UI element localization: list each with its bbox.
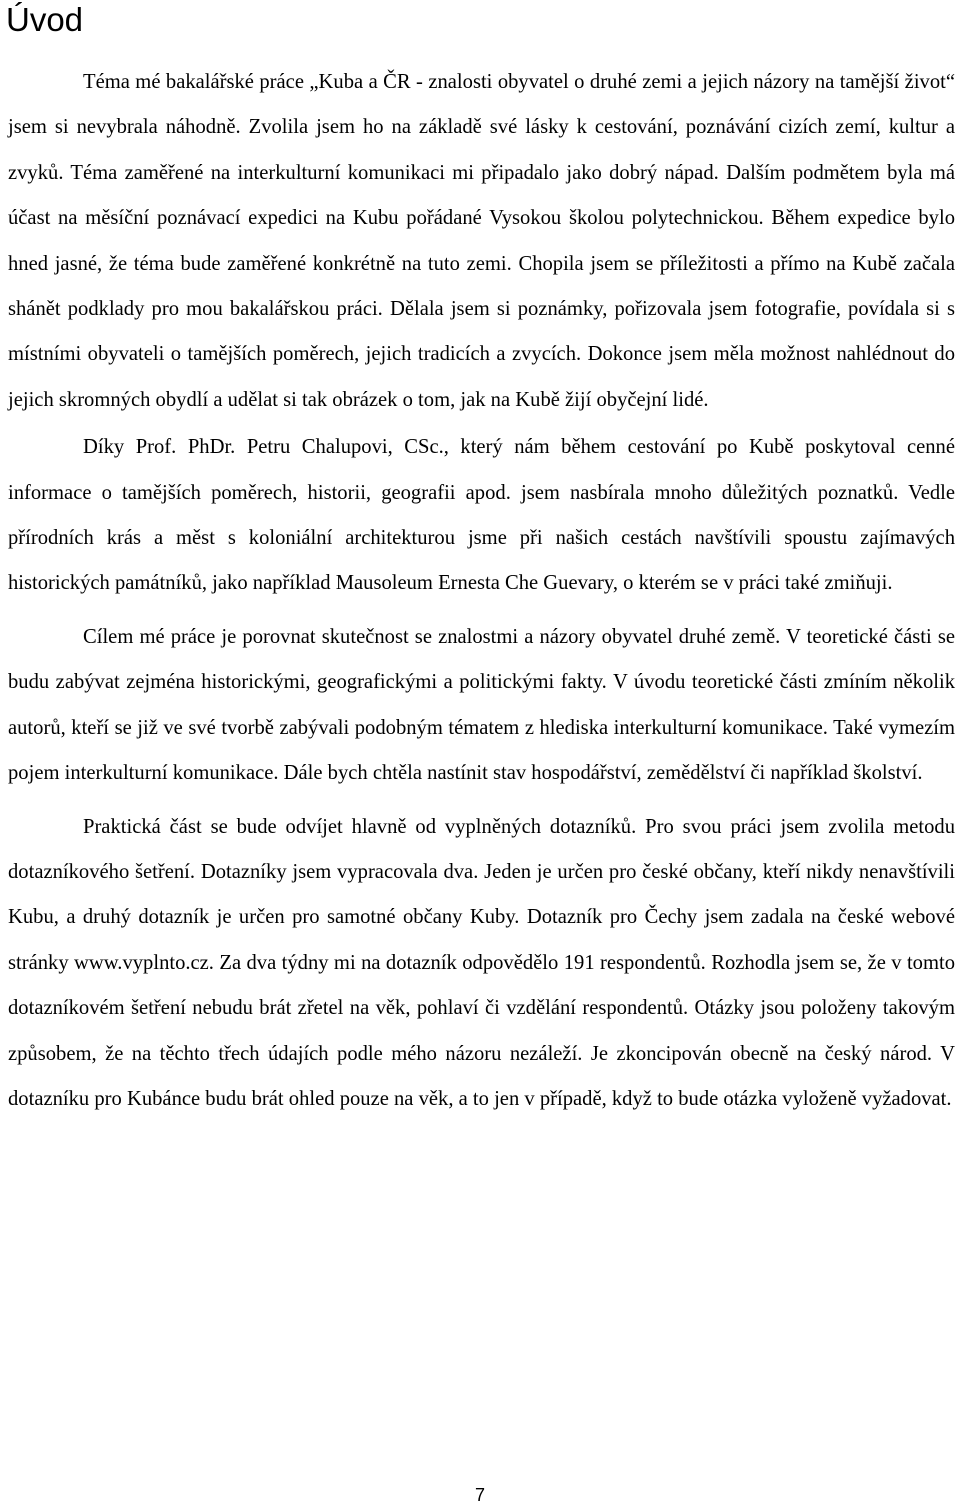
paragraph-intro: Téma mé bakalářské práce „Kuba a ČR - znalosti obyvatel o druhé zemi a jejich názory na tamější život“ jsem si nevybrala náhodně. Zvolila jsem ho na základě své lásky k cestování, poznávání cizích zemí, kultur a zvyků. Téma zaměřené na interkulturní komunikaci mi připadalo jako dobrý nápad. Dalším podmětem byla má účast na měsíční poznávací expedici na Kubu pořádané Vysokou školou polytechnickou. Během expedice bylo hned jasné, že téma bude zaměřené konkrétně na tuto zemi. Chopila jsem se příležitosti a přímo na Kubě začala shánět podklady pro mou bakalářskou práci. Dělala jsem si poznámky, pořizovala jsem fotografie, povídala si s místními obyvateli o tamějších poměrech, jejich tradicích a zvycích. Dokonce jsem měla možnost nahlédnout do jejich skromných obydlí a udělat si tak obrázek o tom, jak na Kubě žijí obyčejní lidé. — [8, 71, 955, 411]
page-number: 7 — [474, 1485, 485, 1505]
paragraph-practical-part: Praktická část se bude odvíjet hlavně od vyplněných dotazníků. Pro svou práci jsem zvolila metodu dotazníkového šetření. Dotazníky jsem vypracovala dva. Jeden je určen pro české občany, kteří nikdy nenavštívili Kubu, a druhý dotazník je určen pro samotné občany Kuby. Dotazník pro Čechy jsem zadala na české webové stránky www.vyplnto.cz. Za dva týdny mi na dotazník odpovědělo 191 respondentů. Rozhodla jsem se, že v tomto dotazníkovém šetření nebudu brát zřetel na věk, pohlaví či vzdělání respondentů. Otázky jsou položeny takovým způsobem, že na těchto třech údajích podle mého názoru nezáleží. Je zkoncipován obecně na český národ. V dotazníku pro Kubánce budu brát ohled pouze na věk, a to jen v případě, když to bude otázka vyloženě vyžadovat. — [8, 815, 955, 1110]
paragraph-goal: Cílem mé práce je porovnat skutečnost se znalostmi a názory obyvatel druhé země. V teoretické části se budu zabývat zejména historickými, geografickými a politickými fakty. V úvodu teoretické části zmíním několik autorů, kteří se již ve své tvorbě zabývali podobným tématem z hlediska interkulturní komunikace. Také vymezím pojem interkulturní komunikace. Dále bych chtěla nastínit stav hospodářství, zemědělství či například školství. — [8, 625, 955, 785]
page-title: Úvod — [6, 1, 84, 38]
document-body — [8, 60, 955, 1122]
paragraph-acknowledgement: Díky Prof. PhDr. Petru Chalupovi, CSc., který nám během cestování po Kubě poskytoval cenné informace o tamějších poměrech, historii, geografii apod. jsem nasbírala mnoho důležitých poznatků. Vedle přírodních krás a měst s koloniální architekturou jsme při našich cestách navštívili spoustu zajímavých historických památníků, jako například Mausoleum Ernesta Che Guevary, o kterém se v práci také zmiňuji. — [8, 436, 955, 595]
